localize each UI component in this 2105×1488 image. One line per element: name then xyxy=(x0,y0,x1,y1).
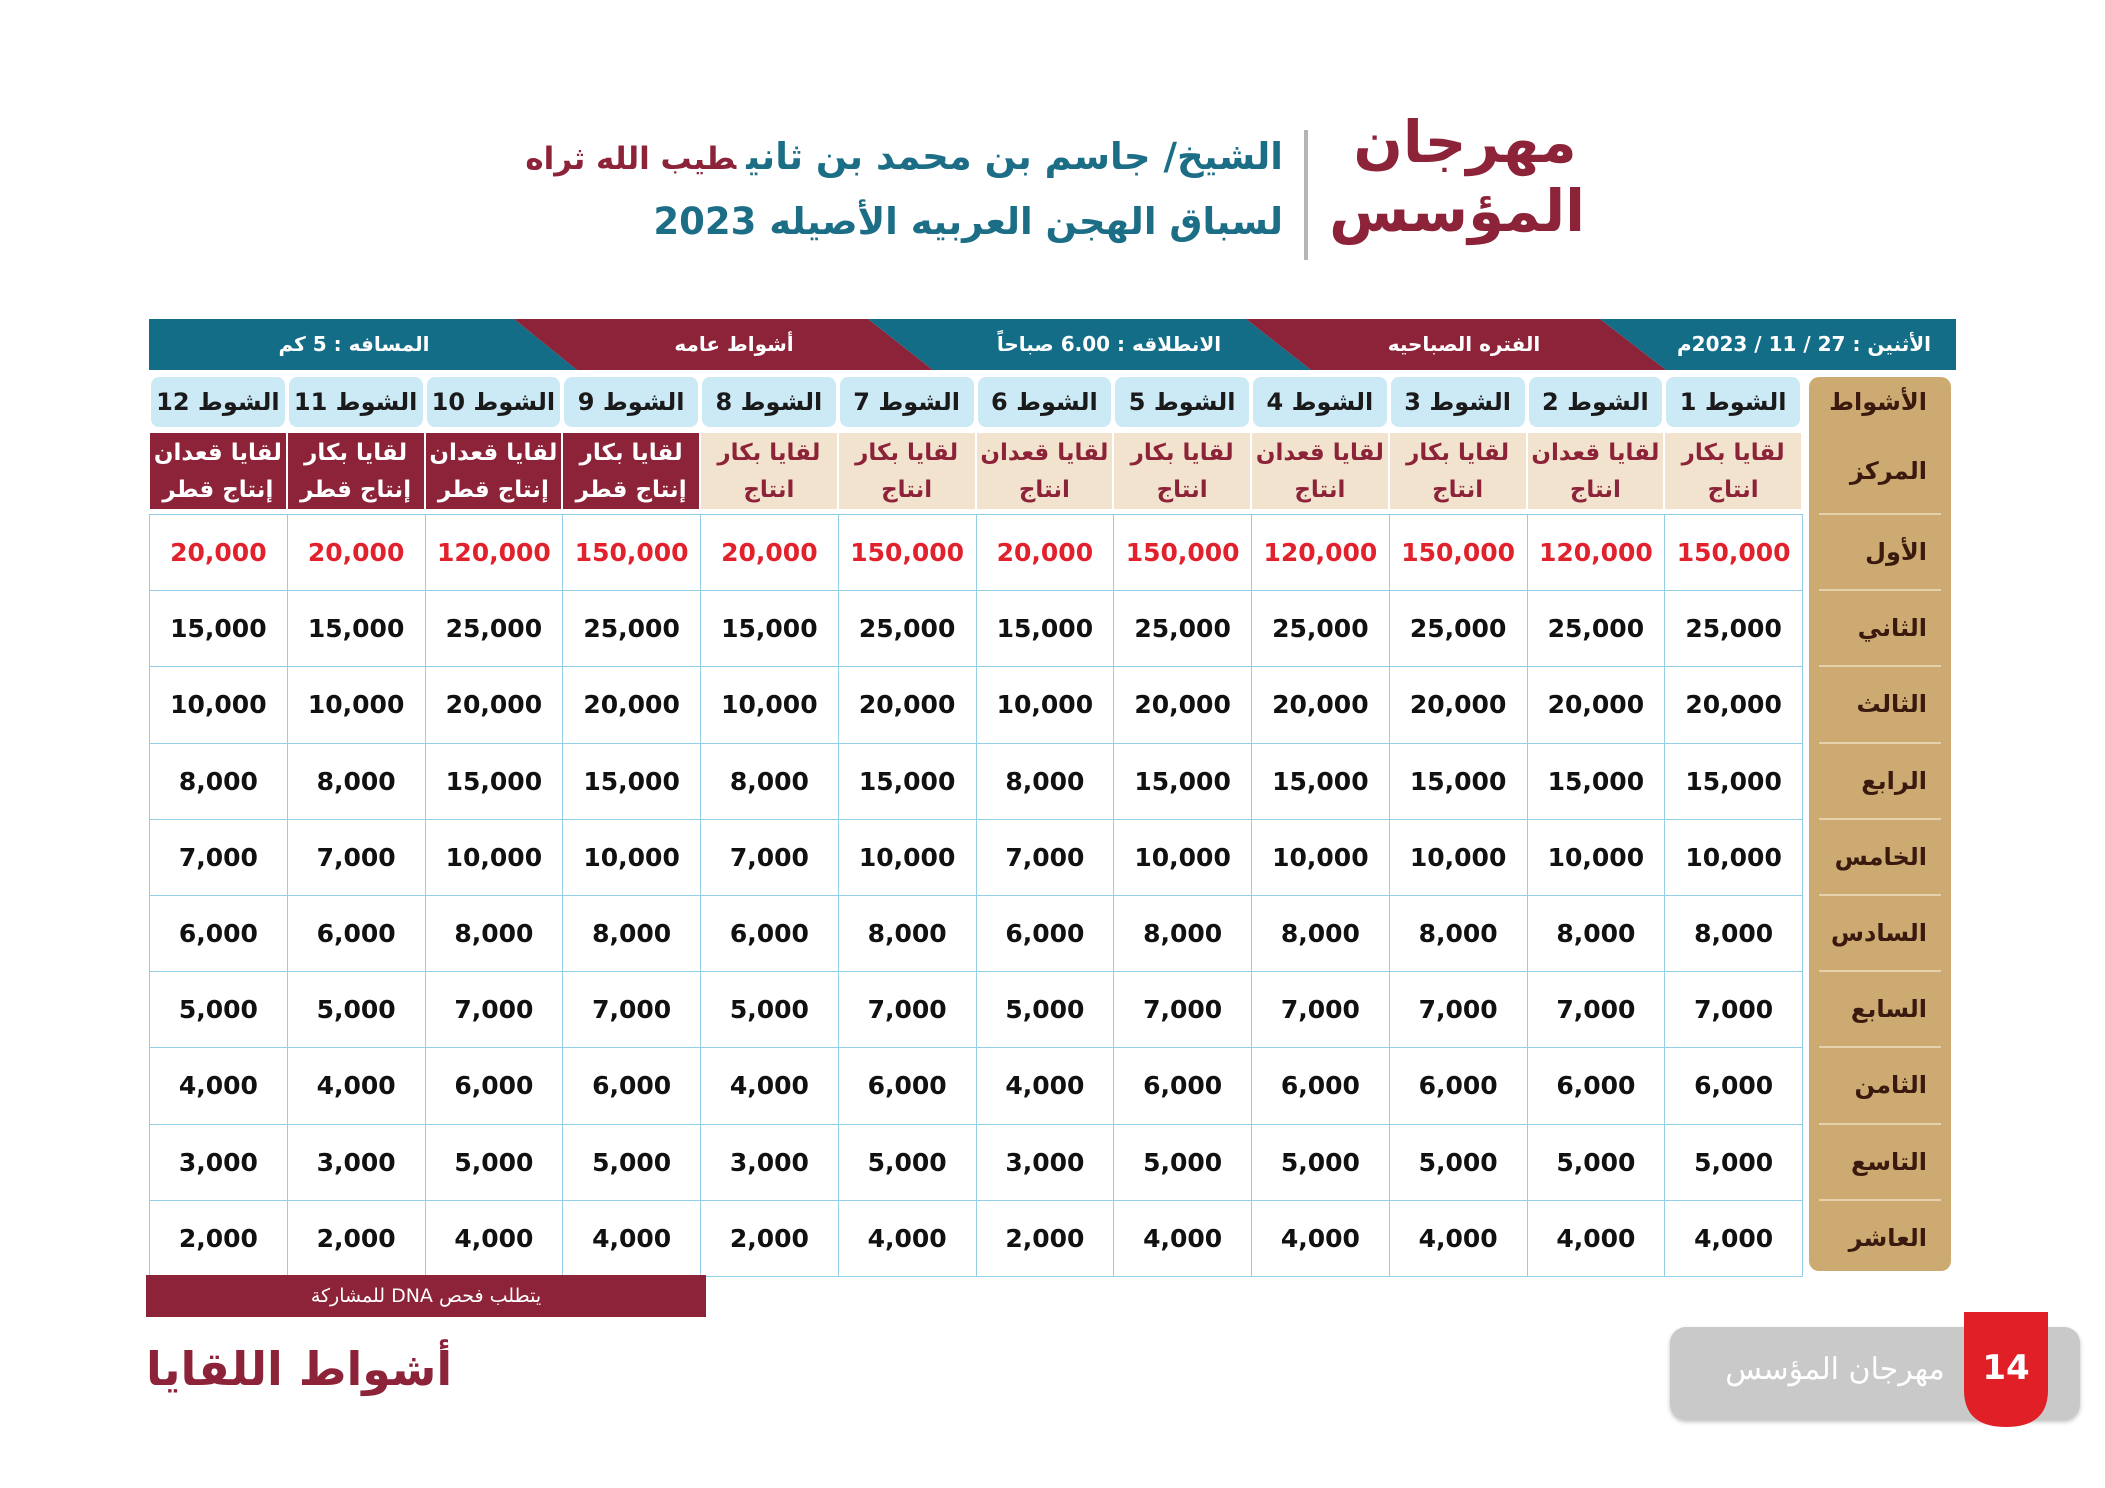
prize-cell: 2,000 xyxy=(976,1200,1115,1277)
prize-cell: 25,000 xyxy=(838,590,977,667)
prize-cell: 4,000 xyxy=(1113,1200,1252,1277)
category-cell-heat-6 xyxy=(976,432,1114,510)
prize-cell: 4,000 xyxy=(149,1047,288,1124)
prize-cell: 20,000 xyxy=(1251,666,1390,743)
prize-cell: 15,000 xyxy=(1251,743,1390,820)
prize-cell: 4,000 xyxy=(700,1047,839,1124)
prize-cell: 20,000 xyxy=(1113,666,1252,743)
category-line1: لقايا قعدان xyxy=(1255,440,1384,466)
category-cell-heat-9 xyxy=(562,432,700,510)
prize-cell: 20,000 xyxy=(562,666,701,743)
prize-cell: 25,000 xyxy=(1527,590,1666,667)
category-line2: انتاج xyxy=(743,477,795,503)
prize-cell: 10,000 xyxy=(1527,819,1666,896)
prize-cell: 7,000 xyxy=(1113,971,1252,1048)
category-cell-heat-1 xyxy=(1664,432,1802,510)
prize-cell: 5,000 xyxy=(838,1124,977,1201)
prize-cell: 5,000 xyxy=(1664,1124,1803,1201)
prize-cell: 5,000 xyxy=(562,1124,701,1201)
row-label-divider xyxy=(1819,513,1941,515)
prize-cell: 3,000 xyxy=(976,1124,1115,1201)
row-label-place-1: الأول xyxy=(1865,538,1927,566)
prize-cell: 7,000 xyxy=(149,819,288,896)
prize-cell: 8,000 xyxy=(149,743,288,820)
subtitle-sheikh-name: الشيخ/ جاسم بن محمد بن ثاني xyxy=(746,135,1283,178)
row-label-center: المركز xyxy=(1849,457,1927,485)
subtitle-line1 xyxy=(525,135,1283,178)
subtitle-line2: لسباق الهجن العربيه الأصيله 2023 xyxy=(653,200,1283,243)
prize-cell: 150,000 xyxy=(838,514,977,591)
title-divider xyxy=(1304,130,1308,260)
prize-cell: 10,000 xyxy=(1251,819,1390,896)
prize-cell: 20,000 xyxy=(149,514,288,591)
prize-cell: 15,000 xyxy=(562,743,701,820)
banner-period: الفتره الصباحيه xyxy=(1387,332,1541,356)
category-line2: إنتاج قطر xyxy=(437,477,549,503)
prize-cell: 15,000 xyxy=(425,743,564,820)
category-line1: لقايا قعدان xyxy=(153,440,282,466)
prize-cell: 15,000 xyxy=(287,590,426,667)
festival-title-line1: مهرجان xyxy=(1353,108,1577,176)
page-number: 14 xyxy=(1982,1348,2030,1388)
heat-header-12: الشوط 12 xyxy=(151,377,285,427)
prize-cell: 8,000 xyxy=(838,895,977,972)
heat-header-9: الشوط 9 xyxy=(564,377,698,427)
prize-cell: 6,000 xyxy=(287,895,426,972)
row-label-divider xyxy=(1819,1123,1941,1125)
prize-cell: 25,000 xyxy=(1251,590,1390,667)
prize-cell: 6,000 xyxy=(1251,1047,1390,1124)
prize-cell: 8,000 xyxy=(976,743,1115,820)
category-cell-heat-2 xyxy=(1527,432,1665,510)
prize-cell: 4,000 xyxy=(838,1200,977,1277)
prize-cell: 15,000 xyxy=(1389,743,1528,820)
prize-cell: 25,000 xyxy=(1113,590,1252,667)
prize-cell: 20,000 xyxy=(838,666,977,743)
prize-cell: 8,000 xyxy=(700,743,839,820)
row-label-divider xyxy=(1819,589,1941,591)
prize-cell: 7,000 xyxy=(1251,971,1390,1048)
prize-cell: 6,000 xyxy=(976,895,1115,972)
prize-cell: 4,000 xyxy=(425,1200,564,1277)
prize-cell: 5,000 xyxy=(149,971,288,1048)
prize-cell: 7,000 xyxy=(838,971,977,1048)
prize-cell: 6,000 xyxy=(1113,1047,1252,1124)
row-label-divider xyxy=(1819,665,1941,667)
banner-distance: المسافه : 5 كم xyxy=(278,332,430,356)
prize-cell: 4,000 xyxy=(1664,1200,1803,1277)
category-line2: انتاج xyxy=(1569,477,1621,503)
prize-cell: 10,000 xyxy=(1389,819,1528,896)
category-line2: انتاج xyxy=(1294,477,1346,503)
category-cell-heat-8 xyxy=(700,432,838,510)
prize-cell: 2,000 xyxy=(700,1200,839,1277)
prize-cell: 120,000 xyxy=(1251,514,1390,591)
row-label-place-7: السابع xyxy=(1850,995,1927,1024)
prize-cell: 7,000 xyxy=(1527,971,1666,1048)
heat-header-8: الشوط 8 xyxy=(702,377,836,427)
prize-cell: 3,000 xyxy=(149,1124,288,1201)
prize-cell: 15,000 xyxy=(149,590,288,667)
prize-cell: 6,000 xyxy=(700,895,839,972)
prize-cell: 4,000 xyxy=(562,1200,701,1277)
section-title: أشواط اللقايا xyxy=(146,1342,453,1396)
heat-header-1: الشوط 1 xyxy=(1666,377,1800,427)
category-line2: إنتاج قطر xyxy=(575,477,687,503)
prize-cell: 2,000 xyxy=(149,1200,288,1277)
prize-cell: 25,000 xyxy=(1389,590,1528,667)
prize-cell: 8,000 xyxy=(287,743,426,820)
prize-cell: 7,000 xyxy=(700,819,839,896)
prize-cell: 5,000 xyxy=(425,1124,564,1201)
prize-cell: 20,000 xyxy=(1664,666,1803,743)
prize-cell: 150,000 xyxy=(562,514,701,591)
prize-table xyxy=(149,432,1802,1272)
prize-cell: 4,000 xyxy=(1527,1200,1666,1277)
row-label-place-8: الثامن xyxy=(1854,1071,1927,1100)
prize-cell: 20,000 xyxy=(425,666,564,743)
prize-cell: 6,000 xyxy=(149,895,288,972)
prize-cell: 6,000 xyxy=(1664,1047,1803,1124)
prize-cell: 120,000 xyxy=(425,514,564,591)
prize-cell: 8,000 xyxy=(562,895,701,972)
category-line1: لقايا بكار xyxy=(304,440,408,466)
prize-cell: 20,000 xyxy=(976,514,1115,591)
prize-cell: 10,000 xyxy=(838,819,977,896)
category-line2: انتاج xyxy=(1156,477,1208,503)
footer-logo-text: مهرجان المؤسس xyxy=(1725,1352,1945,1387)
prize-cell: 5,000 xyxy=(700,971,839,1048)
category-line1: لقايا قعدان xyxy=(980,440,1109,466)
prize-cell: 8,000 xyxy=(1664,895,1803,972)
prize-cell: 20,000 xyxy=(1527,666,1666,743)
category-cell-heat-7 xyxy=(838,432,976,510)
prize-cell: 15,000 xyxy=(700,590,839,667)
festival-title-line2: المؤسس xyxy=(1329,176,1585,245)
category-line2: انتاج xyxy=(1707,477,1759,503)
prize-cell: 15,000 xyxy=(1113,743,1252,820)
prize-cell: 20,000 xyxy=(1389,666,1528,743)
prize-cell: 7,000 xyxy=(425,971,564,1048)
category-line2: انتاج xyxy=(1018,477,1070,503)
prize-cell: 5,000 xyxy=(976,971,1115,1048)
banner-date: الأثنين : 27 / 11 / 2023م xyxy=(1676,332,1931,356)
prize-cell: 2,000 xyxy=(287,1200,426,1277)
prize-cell: 120,000 xyxy=(1527,514,1666,591)
prize-cell: 7,000 xyxy=(1389,971,1528,1048)
category-line1: لقايا بكار xyxy=(579,440,683,466)
prize-cell: 8,000 xyxy=(1251,895,1390,972)
row-label-divider xyxy=(1819,742,1941,744)
banner-start-time: الانطلاقه : 6.00 صباحاً xyxy=(996,332,1222,356)
category-line2: إنتاج قطر xyxy=(300,477,412,503)
row-label-divider xyxy=(1819,894,1941,896)
prize-cell: 4,000 xyxy=(1389,1200,1528,1277)
heat-header-3: الشوط 3 xyxy=(1391,377,1525,427)
prize-cell: 20,000 xyxy=(287,514,426,591)
prize-cell: 5,000 xyxy=(1527,1124,1666,1201)
category-line1: لقايا بكار xyxy=(717,440,821,466)
category-cell-heat-12 xyxy=(149,432,287,510)
prize-cell: 6,000 xyxy=(1389,1047,1528,1124)
row-label-place-5: الخامس xyxy=(1834,842,1927,871)
heat-header-2: الشوط 2 xyxy=(1529,377,1663,427)
row-label-place-10: العاشر xyxy=(1848,1223,1927,1252)
row-label-heats: الأشواط xyxy=(1829,388,1927,416)
category-cell-heat-3 xyxy=(1389,432,1527,510)
category-line2: إنتاج قطر xyxy=(162,477,274,503)
prize-cell: 6,000 xyxy=(838,1047,977,1124)
prize-cell: 10,000 xyxy=(1113,819,1252,896)
category-line1: لقايا قعدان xyxy=(429,440,558,466)
prize-cell: 5,000 xyxy=(1389,1124,1528,1201)
prize-cell: 7,000 xyxy=(1664,971,1803,1048)
prize-cell: 8,000 xyxy=(425,895,564,972)
row-label-divider xyxy=(1819,1046,1941,1048)
row-label-place-3: الثالث xyxy=(1856,690,1927,719)
row-label-place-4: الرابع xyxy=(1861,766,1927,795)
prize-cell: 10,000 xyxy=(287,666,426,743)
prize-cell: 10,000 xyxy=(976,666,1115,743)
heat-header-10: الشوط 10 xyxy=(427,377,561,427)
banner-race-type: أشواط عامه xyxy=(674,332,794,356)
prize-cell: 8,000 xyxy=(1527,895,1666,972)
prize-cell: 6,000 xyxy=(1527,1047,1666,1124)
prize-cell: 3,000 xyxy=(700,1124,839,1201)
prize-cell: 25,000 xyxy=(425,590,564,667)
category-line2: انتاج xyxy=(881,477,933,503)
prize-cell: 7,000 xyxy=(287,819,426,896)
prize-cell: 8,000 xyxy=(1113,895,1252,972)
category-line1: لقايا بكار xyxy=(1406,440,1510,466)
heat-header-4: الشوط 4 xyxy=(1253,377,1387,427)
heat-header-6: الشوط 6 xyxy=(978,377,1112,427)
prize-cell: 7,000 xyxy=(562,971,701,1048)
heat-header-7: الشوط 7 xyxy=(840,377,974,427)
race-info-banner xyxy=(149,319,1956,370)
prize-cell: 20,000 xyxy=(700,514,839,591)
prize-cell: 15,000 xyxy=(838,743,977,820)
category-cell-heat-10 xyxy=(425,432,563,510)
heat-header-11: الشوط 11 xyxy=(289,377,423,427)
row-label-place-9: التاسع xyxy=(1850,1147,1927,1176)
prize-cell: 10,000 xyxy=(700,666,839,743)
prize-cell: 7,000 xyxy=(976,819,1115,896)
dna-note: يتطلب فحص DNA للمشاركة xyxy=(146,1275,706,1317)
prize-cell: 5,000 xyxy=(287,971,426,1048)
category-line1: لقايا قعدان xyxy=(1531,440,1660,466)
row-label-divider xyxy=(1819,970,1941,972)
prize-cell: 150,000 xyxy=(1113,514,1252,591)
prize-cell: 10,000 xyxy=(1664,819,1803,896)
row-label-divider xyxy=(1819,818,1941,820)
row-label-place-6: السادس xyxy=(1830,919,1927,947)
prize-cell: 5,000 xyxy=(1113,1124,1252,1201)
prize-cell: 4,000 xyxy=(976,1047,1115,1124)
category-cell-heat-11 xyxy=(287,432,425,510)
prize-cell: 25,000 xyxy=(1664,590,1803,667)
category-line1: لقايا بكار xyxy=(1130,440,1234,466)
prize-cell: 5,000 xyxy=(1251,1124,1390,1201)
row-label-divider xyxy=(1819,1199,1941,1201)
prize-cell: 15,000 xyxy=(1527,743,1666,820)
prize-cell: 150,000 xyxy=(1664,514,1803,591)
row-label-place-2: الثاني xyxy=(1857,614,1927,643)
heat-header-5: الشوط 5 xyxy=(1115,377,1249,427)
category-line1: لقايا بكار xyxy=(1681,440,1785,466)
festival-title xyxy=(1329,108,1585,245)
prize-cell: 3,000 xyxy=(287,1124,426,1201)
prize-cell: 15,000 xyxy=(976,590,1115,667)
prize-cell: 150,000 xyxy=(1389,514,1528,591)
category-cell-heat-5 xyxy=(1113,432,1251,510)
category-line1: لقايا بكار xyxy=(855,440,959,466)
prize-cell: 10,000 xyxy=(149,666,288,743)
prize-cell: 4,000 xyxy=(1251,1200,1390,1277)
prize-cell: 10,000 xyxy=(425,819,564,896)
category-line2: انتاج xyxy=(1432,477,1484,503)
prize-cell: 25,000 xyxy=(562,590,701,667)
category-cell-heat-4 xyxy=(1251,432,1389,510)
subtitle-accent: طيب الله ثراه xyxy=(525,141,737,177)
prize-cell: 8,000 xyxy=(1389,895,1528,972)
prize-cell: 6,000 xyxy=(562,1047,701,1124)
prize-cell: 15,000 xyxy=(1664,743,1803,820)
prize-cell: 4,000 xyxy=(287,1047,426,1124)
prize-cell: 6,000 xyxy=(425,1047,564,1124)
prize-cell: 10,000 xyxy=(562,819,701,896)
